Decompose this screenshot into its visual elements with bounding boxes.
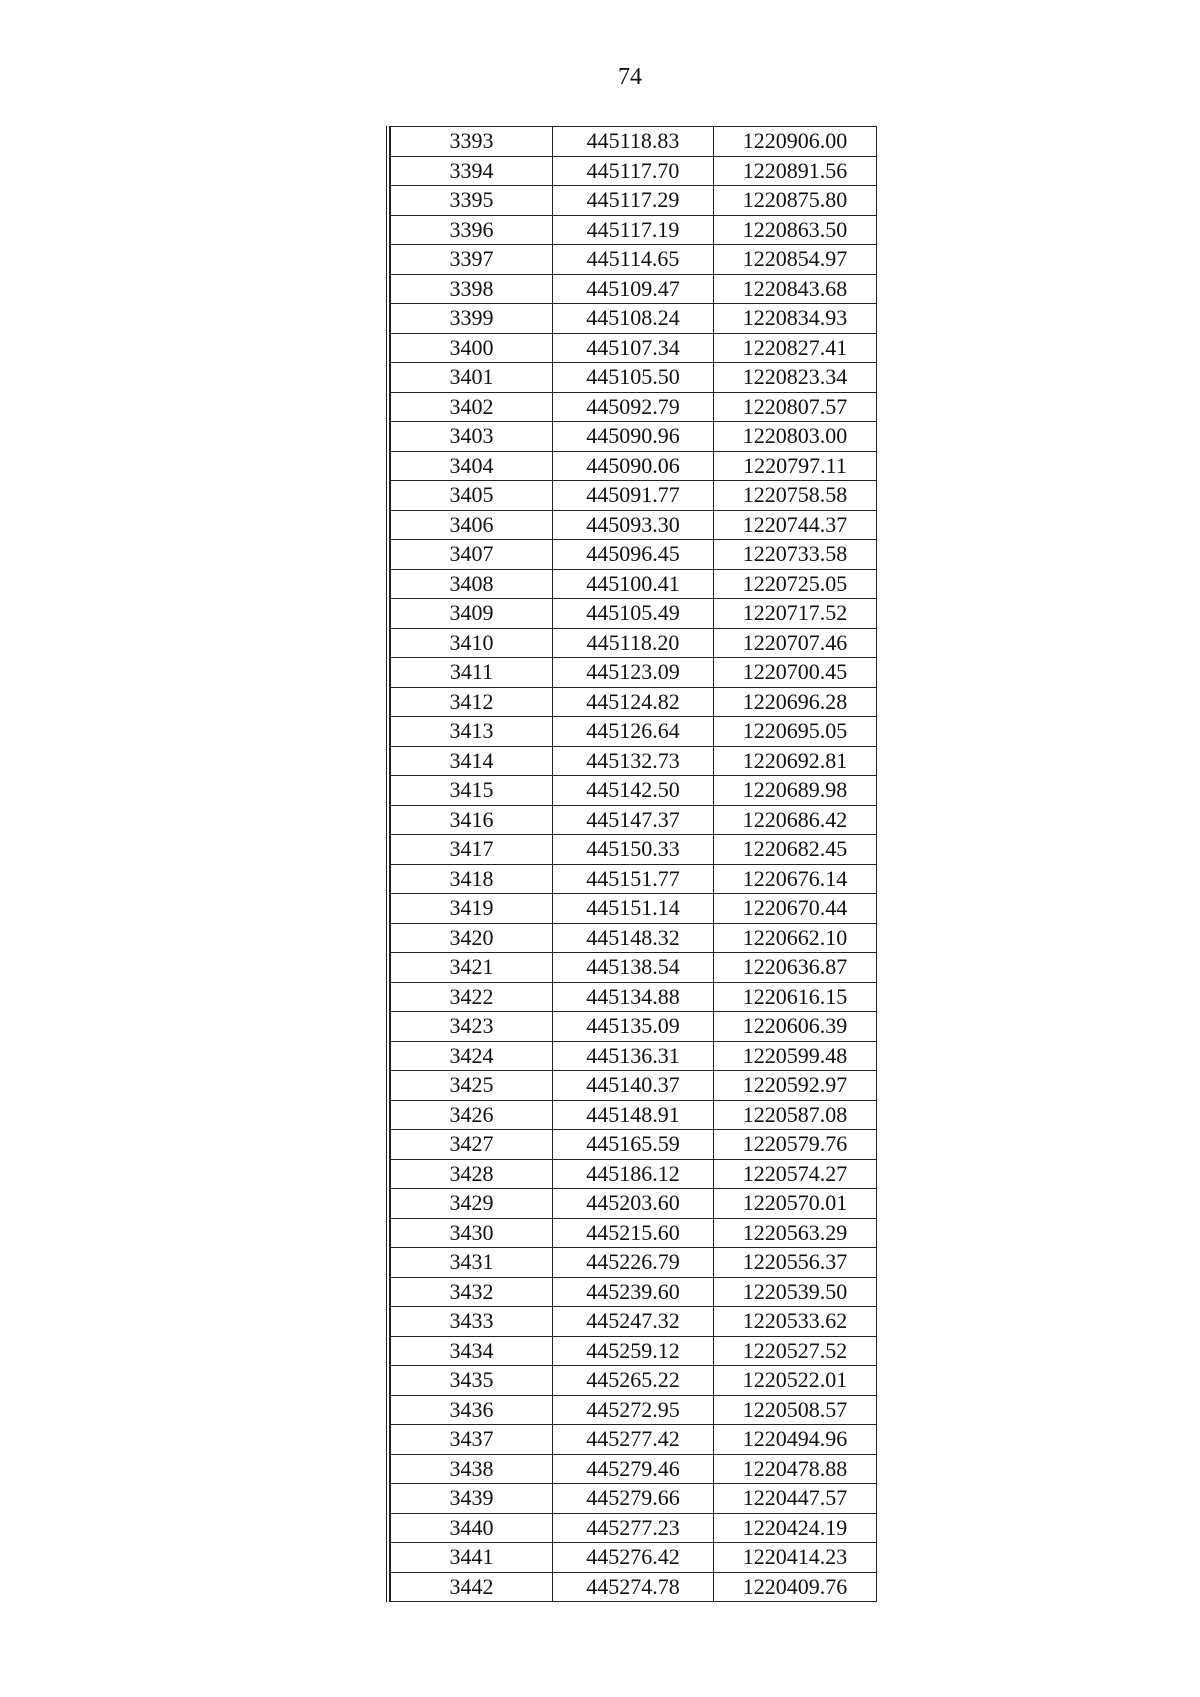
x-coordinate-cell: 445105.49 [553, 599, 714, 629]
table-row [391, 451, 877, 481]
x-coordinate-cell: 445117.29 [553, 186, 714, 216]
y-coordinate-cell: 1220891.56 [714, 156, 877, 186]
table-row [391, 717, 877, 747]
point-number-cell: 3396 [391, 215, 553, 245]
x-coordinate-cell: 445259.12 [553, 1336, 714, 1366]
point-number-cell: 3430 [391, 1218, 553, 1248]
table-row [391, 1395, 877, 1425]
x-coordinate-cell: 445279.66 [553, 1484, 714, 1514]
point-number-cell: 3399 [391, 304, 553, 334]
point-number-cell: 3440 [391, 1513, 553, 1543]
table-row [391, 746, 877, 776]
y-coordinate-cell: 1220854.97 [714, 245, 877, 275]
point-number-cell: 3441 [391, 1543, 553, 1573]
coordinates-table-body [391, 127, 877, 1602]
y-coordinate-cell: 1220863.50 [714, 215, 877, 245]
point-number-cell: 3408 [391, 569, 553, 599]
table-row [391, 1100, 877, 1130]
y-coordinate-cell: 1220527.52 [714, 1336, 877, 1366]
table-row [391, 1366, 877, 1396]
y-coordinate-cell: 1220574.27 [714, 1159, 877, 1189]
x-coordinate-cell: 445107.34 [553, 333, 714, 363]
table-row [391, 363, 877, 393]
table-row [391, 628, 877, 658]
table-row [391, 245, 877, 275]
table-row [391, 392, 877, 422]
point-number-cell: 3429 [391, 1189, 553, 1219]
point-number-cell: 3400 [391, 333, 553, 363]
y-coordinate-cell: 1220539.50 [714, 1277, 877, 1307]
table-row [391, 540, 877, 570]
x-coordinate-cell: 445147.37 [553, 805, 714, 835]
x-coordinate-cell: 445093.30 [553, 510, 714, 540]
table-row [391, 304, 877, 334]
table-row [391, 510, 877, 540]
point-number-cell: 3419 [391, 894, 553, 924]
y-coordinate-cell: 1220834.93 [714, 304, 877, 334]
x-coordinate-cell: 445203.60 [553, 1189, 714, 1219]
table-row [391, 1543, 877, 1573]
x-coordinate-cell: 445092.79 [553, 392, 714, 422]
point-number-cell: 3422 [391, 982, 553, 1012]
point-number-cell: 3421 [391, 953, 553, 983]
y-coordinate-cell: 1220725.05 [714, 569, 877, 599]
point-number-cell: 3404 [391, 451, 553, 481]
y-coordinate-cell: 1220689.98 [714, 776, 877, 806]
point-number-cell: 3406 [391, 510, 553, 540]
y-coordinate-cell: 1220682.45 [714, 835, 877, 865]
table-row [391, 982, 877, 1012]
y-coordinate-cell: 1220807.57 [714, 392, 877, 422]
y-coordinate-cell: 1220414.23 [714, 1543, 877, 1573]
table-row [391, 1484, 877, 1514]
x-coordinate-cell: 445126.64 [553, 717, 714, 747]
x-coordinate-cell: 445090.06 [553, 451, 714, 481]
x-coordinate-cell: 445277.23 [553, 1513, 714, 1543]
table-row [391, 1218, 877, 1248]
y-coordinate-cell: 1220616.15 [714, 982, 877, 1012]
y-coordinate-cell: 1220700.45 [714, 658, 877, 688]
point-number-cell: 3398 [391, 274, 553, 304]
point-number-cell: 3427 [391, 1130, 553, 1160]
y-coordinate-cell: 1220707.46 [714, 628, 877, 658]
point-number-cell: 3423 [391, 1012, 553, 1042]
coordinates-table [390, 126, 877, 1602]
table-row [391, 1336, 877, 1366]
y-coordinate-cell: 1220522.01 [714, 1366, 877, 1396]
y-coordinate-cell: 1220696.28 [714, 687, 877, 717]
point-number-cell: 3413 [391, 717, 553, 747]
point-number-cell: 3435 [391, 1366, 553, 1396]
x-coordinate-cell: 445118.83 [553, 127, 714, 157]
table-row [391, 1130, 877, 1160]
table-row [391, 687, 877, 717]
x-coordinate-cell: 445279.46 [553, 1454, 714, 1484]
x-coordinate-cell: 445148.32 [553, 923, 714, 953]
y-coordinate-cell: 1220570.01 [714, 1189, 877, 1219]
table-row [391, 599, 877, 629]
y-coordinate-cell: 1220592.97 [714, 1071, 877, 1101]
point-number-cell: 3426 [391, 1100, 553, 1130]
table-row [391, 1012, 877, 1042]
x-coordinate-cell: 445114.65 [553, 245, 714, 275]
x-coordinate-cell: 445105.50 [553, 363, 714, 393]
x-coordinate-cell: 445215.60 [553, 1218, 714, 1248]
point-number-cell: 3434 [391, 1336, 553, 1366]
y-coordinate-cell: 1220906.00 [714, 127, 877, 157]
x-coordinate-cell: 445140.37 [553, 1071, 714, 1101]
table-row [391, 186, 877, 216]
y-coordinate-cell: 1220803.00 [714, 422, 877, 452]
table-row [391, 274, 877, 304]
y-coordinate-cell: 1220797.11 [714, 451, 877, 481]
y-coordinate-cell: 1220533.62 [714, 1307, 877, 1337]
x-coordinate-cell: 445134.88 [553, 982, 714, 1012]
y-coordinate-cell: 1220717.52 [714, 599, 877, 629]
point-number-cell: 3432 [391, 1277, 553, 1307]
y-coordinate-cell: 1220744.37 [714, 510, 877, 540]
y-coordinate-cell: 1220670.44 [714, 894, 877, 924]
y-coordinate-cell: 1220695.05 [714, 717, 877, 747]
y-coordinate-cell: 1220843.68 [714, 274, 877, 304]
table-row [391, 569, 877, 599]
x-coordinate-cell: 445150.33 [553, 835, 714, 865]
table-row [391, 805, 877, 835]
page-number: 74 [618, 64, 642, 90]
x-coordinate-cell: 445123.09 [553, 658, 714, 688]
x-coordinate-cell: 445108.24 [553, 304, 714, 334]
table-row [391, 658, 877, 688]
table-row [391, 422, 877, 452]
y-coordinate-cell: 1220599.48 [714, 1041, 877, 1071]
y-coordinate-cell: 1220508.57 [714, 1395, 877, 1425]
point-number-cell: 3433 [391, 1307, 553, 1337]
table-row [391, 1425, 877, 1455]
x-coordinate-cell: 445117.19 [553, 215, 714, 245]
y-coordinate-cell: 1220478.88 [714, 1454, 877, 1484]
x-coordinate-cell: 445247.32 [553, 1307, 714, 1337]
x-coordinate-cell: 445142.50 [553, 776, 714, 806]
point-number-cell: 3393 [391, 127, 553, 157]
table-row [391, 1071, 877, 1101]
x-coordinate-cell: 445096.45 [553, 540, 714, 570]
point-number-cell: 3442 [391, 1572, 553, 1602]
table-row [391, 1041, 877, 1071]
table-row [391, 923, 877, 953]
point-number-cell: 3431 [391, 1248, 553, 1278]
y-coordinate-cell: 1220556.37 [714, 1248, 877, 1278]
table-row [391, 481, 877, 511]
y-coordinate-cell: 1220758.58 [714, 481, 877, 511]
point-number-cell: 3402 [391, 392, 553, 422]
x-coordinate-cell: 445277.42 [553, 1425, 714, 1455]
table-row [391, 776, 877, 806]
x-coordinate-cell: 445276.42 [553, 1543, 714, 1573]
table-row [391, 215, 877, 245]
y-coordinate-cell: 1220636.87 [714, 953, 877, 983]
point-number-cell: 3394 [391, 156, 553, 186]
x-coordinate-cell: 445118.20 [553, 628, 714, 658]
table-row [391, 1307, 877, 1337]
x-coordinate-cell: 445109.47 [553, 274, 714, 304]
table-row [391, 835, 877, 865]
point-number-cell: 3414 [391, 746, 553, 776]
y-coordinate-cell: 1220733.58 [714, 540, 877, 570]
x-coordinate-cell: 445165.59 [553, 1130, 714, 1160]
x-coordinate-cell: 445117.70 [553, 156, 714, 186]
point-number-cell: 3412 [391, 687, 553, 717]
point-number-cell: 3428 [391, 1159, 553, 1189]
y-coordinate-cell: 1220579.76 [714, 1130, 877, 1160]
x-coordinate-cell: 445265.22 [553, 1366, 714, 1396]
y-coordinate-cell: 1220606.39 [714, 1012, 877, 1042]
x-coordinate-cell: 445151.14 [553, 894, 714, 924]
y-coordinate-cell: 1220686.42 [714, 805, 877, 835]
y-coordinate-cell: 1220447.57 [714, 1484, 877, 1514]
x-coordinate-cell: 445151.77 [553, 864, 714, 894]
table-row [391, 894, 877, 924]
point-number-cell: 3436 [391, 1395, 553, 1425]
coordinates-table-frame [386, 126, 877, 1602]
point-number-cell: 3418 [391, 864, 553, 894]
y-coordinate-cell: 1220587.08 [714, 1100, 877, 1130]
table-row [391, 1513, 877, 1543]
point-number-cell: 3437 [391, 1425, 553, 1455]
table-row [391, 127, 877, 157]
table-row [391, 1277, 877, 1307]
y-coordinate-cell: 1220823.34 [714, 363, 877, 393]
y-coordinate-cell: 1220662.10 [714, 923, 877, 953]
x-coordinate-cell: 445091.77 [553, 481, 714, 511]
point-number-cell: 3395 [391, 186, 553, 216]
table-row [391, 156, 877, 186]
point-number-cell: 3401 [391, 363, 553, 393]
y-coordinate-cell: 1220424.19 [714, 1513, 877, 1543]
table-row [391, 1189, 877, 1219]
point-number-cell: 3410 [391, 628, 553, 658]
table-row [391, 864, 877, 894]
y-coordinate-cell: 1220563.29 [714, 1218, 877, 1248]
table-row [391, 1159, 877, 1189]
x-coordinate-cell: 445186.12 [553, 1159, 714, 1189]
point-number-cell: 3424 [391, 1041, 553, 1071]
table-row [391, 1572, 877, 1602]
x-coordinate-cell: 445148.91 [553, 1100, 714, 1130]
y-coordinate-cell: 1220409.76 [714, 1572, 877, 1602]
y-coordinate-cell: 1220494.96 [714, 1425, 877, 1455]
y-coordinate-cell: 1220875.80 [714, 186, 877, 216]
x-coordinate-cell: 445274.78 [553, 1572, 714, 1602]
point-number-cell: 3411 [391, 658, 553, 688]
point-number-cell: 3425 [391, 1071, 553, 1101]
x-coordinate-cell: 445136.31 [553, 1041, 714, 1071]
point-number-cell: 3397 [391, 245, 553, 275]
x-coordinate-cell: 445226.79 [553, 1248, 714, 1278]
point-number-cell: 3405 [391, 481, 553, 511]
point-number-cell: 3438 [391, 1454, 553, 1484]
x-coordinate-cell: 445124.82 [553, 687, 714, 717]
point-number-cell: 3439 [391, 1484, 553, 1514]
point-number-cell: 3403 [391, 422, 553, 452]
point-number-cell: 3420 [391, 923, 553, 953]
point-number-cell: 3417 [391, 835, 553, 865]
y-coordinate-cell: 1220692.81 [714, 746, 877, 776]
x-coordinate-cell: 445100.41 [553, 569, 714, 599]
point-number-cell: 3409 [391, 599, 553, 629]
x-coordinate-cell: 445135.09 [553, 1012, 714, 1042]
x-coordinate-cell: 445272.95 [553, 1395, 714, 1425]
y-coordinate-cell: 1220827.41 [714, 333, 877, 363]
table-row [391, 1454, 877, 1484]
point-number-cell: 3407 [391, 540, 553, 570]
point-number-cell: 3416 [391, 805, 553, 835]
x-coordinate-cell: 445132.73 [553, 746, 714, 776]
table-row [391, 1248, 877, 1278]
point-number-cell: 3415 [391, 776, 553, 806]
table-row [391, 333, 877, 363]
x-coordinate-cell: 445090.96 [553, 422, 714, 452]
x-coordinate-cell: 445239.60 [553, 1277, 714, 1307]
x-coordinate-cell: 445138.54 [553, 953, 714, 983]
table-row [391, 953, 877, 983]
y-coordinate-cell: 1220676.14 [714, 864, 877, 894]
